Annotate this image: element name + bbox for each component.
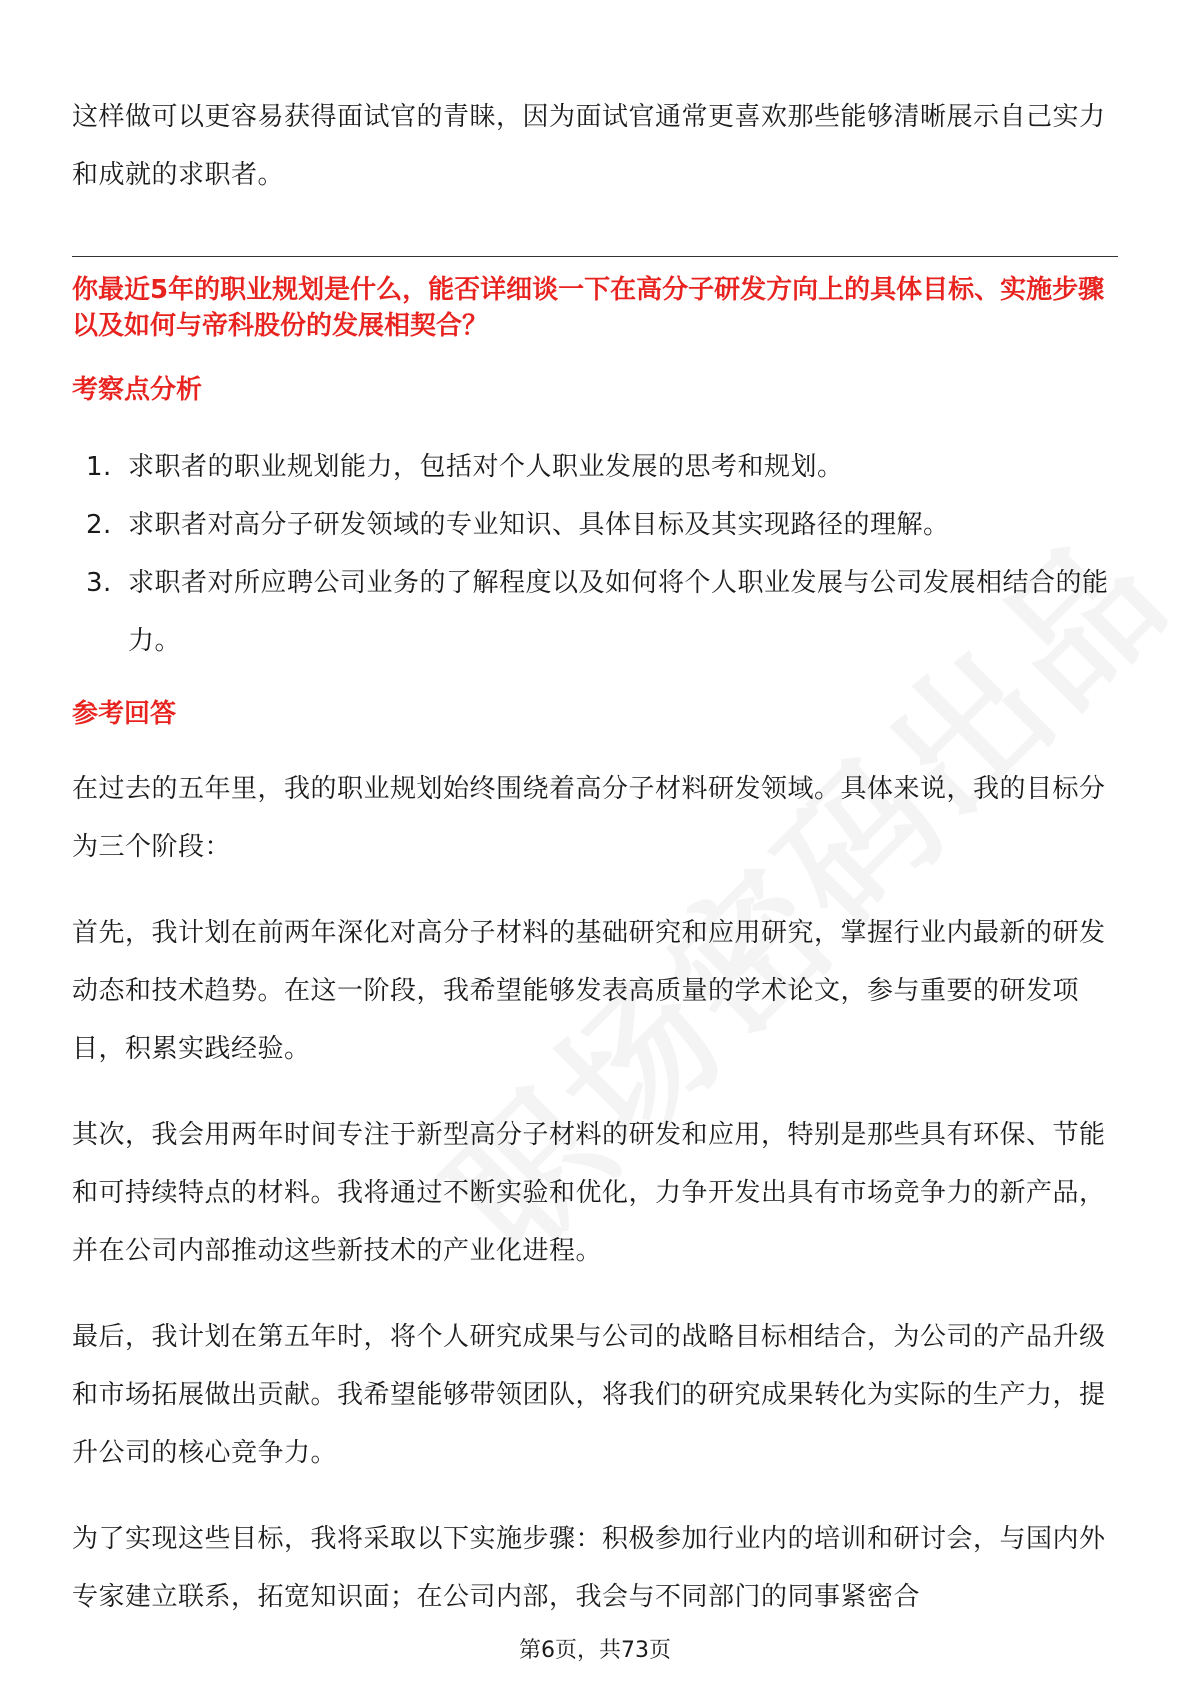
list-item-text: 求职者对高分子研发领域的专业知识、具体目标及其实现路径的理解。 bbox=[128, 510, 950, 540]
section-divider bbox=[72, 256, 1118, 257]
analysis-heading: 考察点分析 bbox=[72, 375, 203, 405]
interview-question: 你最近5年的职业规划是什么，能否详细谈一下在高分子研发方向上的具体目标、实施步骤以及如何与帝科股份的发展相契合？ bbox=[72, 275, 1105, 341]
list-item-number: 2. bbox=[86, 510, 112, 540]
answer-paragraph: 为了实现这些目标，我将采取以下实施步骤：积极参加行业内的培训和研讨会，与国内外专家建立联系，拓宽知识面；在公司内部，我会与不同部门的同事紧密合 bbox=[72, 1524, 1106, 1612]
list-item-number: 3. bbox=[86, 568, 112, 598]
page-number: 第6页，共73页 bbox=[519, 1638, 671, 1663]
document-page bbox=[72, 0, 1118, 1684]
answer-paragraph: 首先，我计划在前两年深化对高分子材料的基础研究和应用研究，掌握行业内最新的研发动态和技术趋势。在这一阶段，我希望能够发表高质量的学术论文，参与重要的研发项目，积累实践经验。 bbox=[72, 918, 1106, 1064]
list-item-number: 1. bbox=[86, 452, 112, 482]
list-item bbox=[72, 496, 1118, 554]
list-item bbox=[72, 554, 1118, 670]
intro-paragraph: 这样做可以更容易获得面试官的青睐，因为面试官通常更喜欢那些能够清晰展示自己实力和成就的求职者。 bbox=[72, 102, 1106, 190]
analysis-list bbox=[72, 438, 1118, 670]
answer-paragraph: 最后，我计划在第五年时，将个人研究成果与公司的战略目标相结合，为公司的产品升级和市场拓展做出贡献。我希望能够带领团队，将我们的研究成果转化为实际的生产力，提升公司的核心竞争力。 bbox=[72, 1322, 1106, 1468]
answer-paragraph: 其次，我会用两年时间专注于新型高分子材料的研发和应用，特别是那些具有环保、节能和可持续特点的材料。我将通过不断实验和优化，力争开发出具有市场竞争力的新产品，并在公司内部推动这些新技术的产业化进程。 bbox=[72, 1120, 1106, 1266]
answer-heading: 参考回答 bbox=[72, 699, 177, 729]
answer-paragraph: 在过去的五年里，我的职业规划始终围绕着高分子材料研发领域。具体来说，我的目标分为三个阶段： bbox=[72, 774, 1106, 862]
list-item-text: 求职者对所应聘公司业务的了解程度以及如何将个人职业发展与公司发展相结合的能力。 bbox=[128, 568, 1109, 656]
list-item bbox=[72, 438, 1118, 496]
list-item-text: 求职者的职业规划能力，包括对个人职业发展的思考和规划。 bbox=[128, 452, 844, 482]
